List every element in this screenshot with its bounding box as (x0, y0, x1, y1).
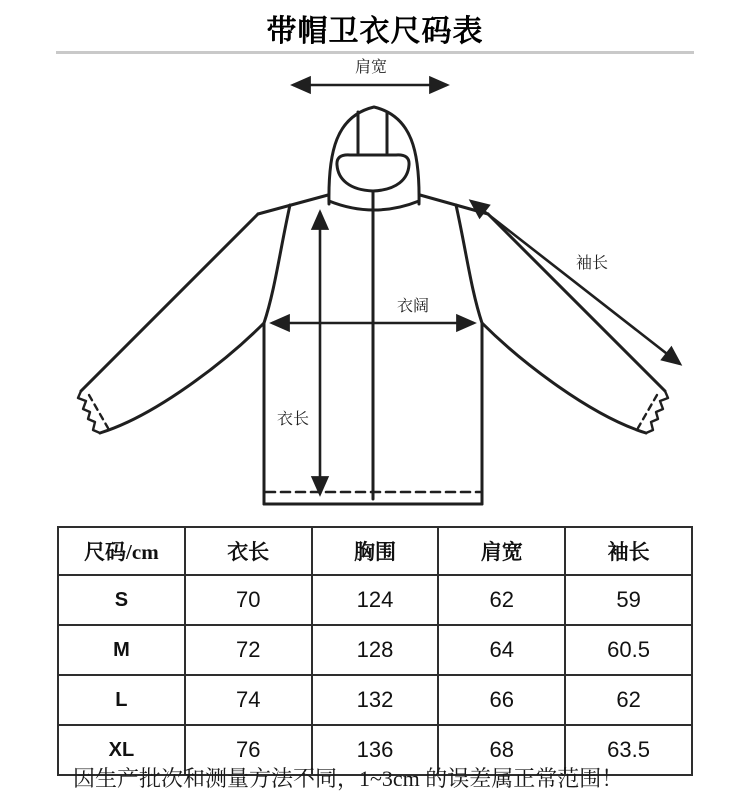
right-underarm-edge (482, 323, 646, 433)
tolerance-footnote: 因生产批次和测量方法不同，1~3cm 的误差属正常范围！ (73, 766, 624, 791)
size-cell: XL (58, 725, 185, 775)
value-cell: 62 (438, 575, 565, 625)
value-cell: 62 (565, 675, 692, 725)
value-cell: 60.5 (565, 625, 692, 675)
value-cell: 72 (185, 625, 312, 675)
left-shoulder-line (258, 195, 328, 214)
right-shoulder-line (420, 195, 488, 214)
garment-length-label: 衣长 (276, 411, 310, 428)
col-header-chest: 胸围 (312, 527, 439, 575)
hood-face-opening (337, 155, 409, 191)
size-table-container (57, 526, 693, 776)
value-cell: 74 (185, 675, 312, 725)
col-header-size: 尺码/cm (58, 527, 185, 575)
left-underarm-edge (100, 323, 264, 433)
value-cell: 66 (438, 675, 565, 725)
left-cuff-seam-dashed (89, 395, 108, 428)
value-cell: 136 (312, 725, 439, 775)
value-cell: 76 (185, 725, 312, 775)
size-cell: L (58, 675, 185, 725)
right-arm-top-edge (488, 214, 665, 391)
value-cell: 128 (312, 625, 439, 675)
hoodie-outline (78, 107, 668, 504)
table-row (58, 675, 692, 725)
value-cell: 70 (185, 575, 312, 625)
value-cell: 64 (438, 625, 565, 675)
body-right-edge (456, 205, 482, 504)
size-table (57, 526, 693, 776)
size-cell: M (58, 625, 185, 675)
table-row (58, 575, 692, 625)
page-title: 带帽卫衣尺码表 (266, 15, 484, 48)
value-cell: 68 (438, 725, 565, 775)
value-cell: 124 (312, 575, 439, 625)
sleeve-length-label: 袖长 (575, 255, 609, 272)
value-cell: 132 (312, 675, 439, 725)
body-left-edge (264, 205, 290, 504)
sleeve-length-arrow-icon (471, 201, 680, 364)
table-row (58, 625, 692, 675)
shoulder-width-label: 肩宽 (354, 59, 388, 76)
col-header-sleeve: 袖长 (565, 527, 692, 575)
value-cell: 59 (565, 575, 692, 625)
col-header-garment-length: 衣长 (185, 527, 312, 575)
size-cell: S (58, 575, 185, 625)
value-cell: 63.5 (565, 725, 692, 775)
table-header-row (58, 527, 692, 575)
left-arm-top-edge (81, 214, 258, 391)
col-header-shoulder: 肩宽 (438, 527, 565, 575)
right-cuff-seam-dashed (638, 395, 657, 428)
chest-width-label: 衣阔 (396, 298, 430, 315)
